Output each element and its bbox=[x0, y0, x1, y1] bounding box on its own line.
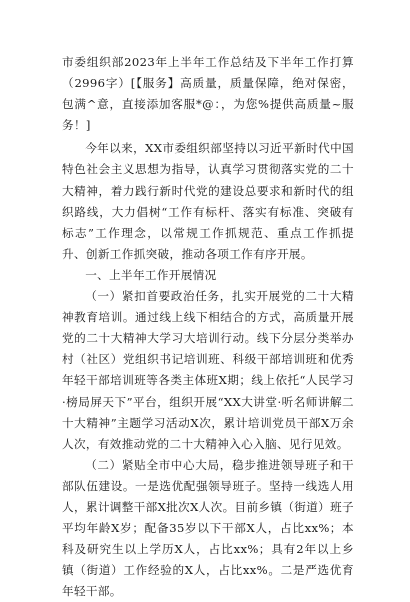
intro-paragraph: 今年以来，XX市委组织部坚持以习近平新时代中国特色社会主义思想为指导，认真学习贯彻落实党的二十大精神，着力践行新时代党的建设总要求和新时代的组织路线，大力倡树“工作有标杆、落实有标准、突破有标志”工作理念，以常规工作抓规范、重点工作抓提升、创新工作抓突破，推动各项工作有序开展。 bbox=[62, 141, 354, 261]
section-heading: 一、上半年工作开展情况 bbox=[85, 267, 217, 282]
item-2-paragraph: （二）紧贴全市中心大局，稳步推进领导班子和干部队伍建设。一是选优配强领导班子。坚持一线选人用人，累计调整干部X批次X人次。目前乡镇（街道）班子平均年龄X岁；配备35岁以下干部X人，占比xx%；本科及研究生以上学历X人，占比xx%；具有2年以上乡镇（街道）工作经验的X人，占比xx%。二是严选优育年轻干部。 bbox=[62, 457, 354, 599]
document-title-line: 市委组织部2023年上半年工作总结及下半年工作打算（2996字）[【服务】高质量，质量保障，绝对保密，包满^意，直接添加客服*@：，为您%提供高质量~服务！] bbox=[62, 55, 354, 133]
document-body bbox=[62, 52, 354, 602]
item-1-paragraph: （一）紧扣首要政治任务，扎实开展党的二十大精神教育培训。通过线上线下相结合的方式，高质量开展党的二十大精神大学习大培训行动。线下分层分类举办村（社区）党组织书记培训班、科级干部培训班和优秀年轻干部培训班等各类主体班X期；线上依托“人民学习·榜局屏天下”平台，组织开展“XX大讲堂·听名师讲解二十大精神”主题学习活动X次，累计培训党员干部X万余人次，有效推动党的二十大精神入心入脑、见行见效。 bbox=[62, 289, 354, 451]
